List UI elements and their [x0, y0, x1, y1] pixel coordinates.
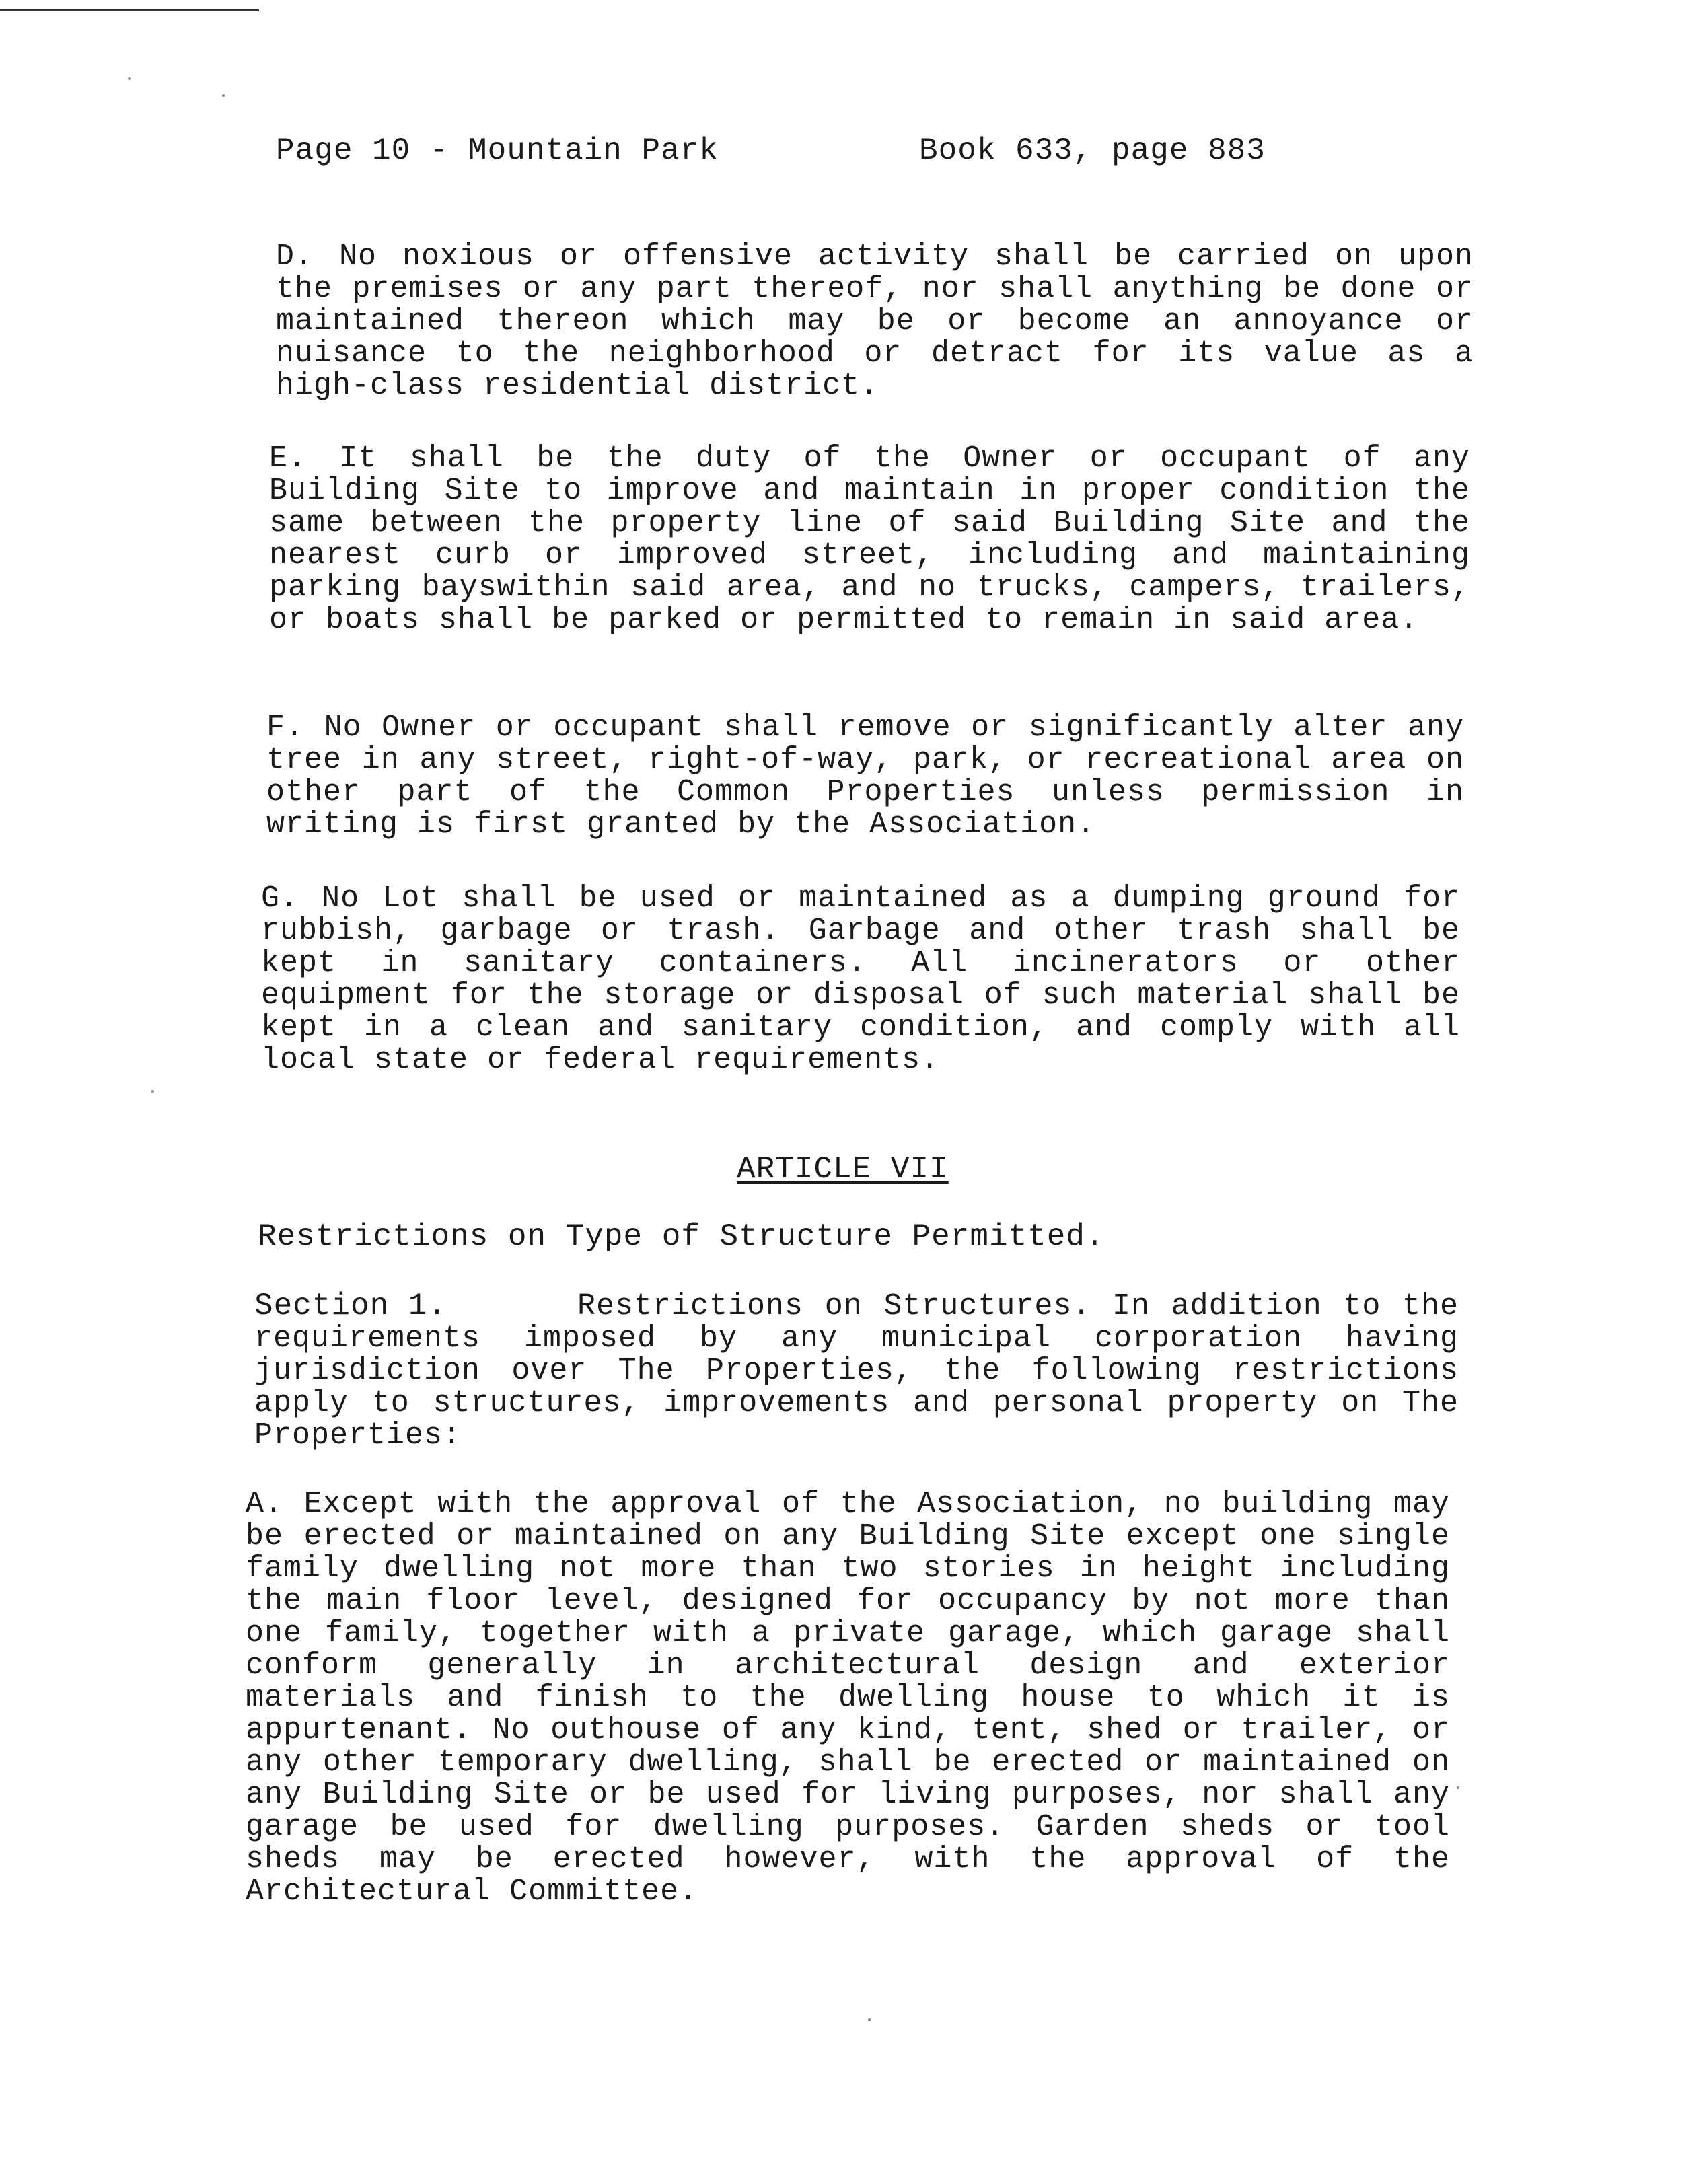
article-subtitle: Restrictions on Type of Structure Permitted. — [258, 1219, 1105, 1254]
section-1-text: Restrictions on Structures. In addition to the requirements imposed by any municipal corporation having jurisdiction over The Properties, the following restrictions apply to structures, improvements and personal property on The Properties: — [254, 1289, 1459, 1453]
article-title: ARTICLE VII — [737, 1152, 949, 1187]
paragraph-f: F. No Owner or occupant shall remove or significantly alter any tree in any street, right-of-way, park, or recreational area on other part of the Common Properties unless permission in writing is first granted by the Association. — [266, 711, 1464, 842]
scan-speck — [151, 1090, 154, 1093]
page-header-right: Book 633, page 883 — [919, 133, 1266, 168]
paragraph-g: G. No Lot shall be used or maintained as a dumping ground for rubbish, garbage or trash. Garbage and other trash shall be kept in sanitary containers. All incinerators or other equipment for the storage or disposal of such material shall be kept in a clean and sanitary condition, and comply with all local state or federal requirements. — [261, 881, 1460, 1077]
paragraph-d: D. No noxious or offensive activity shall be carried on upon the premises or any part thereof, nor shall anything be done or maintained thereon which may be or become an annoyance or nuisance to the neighborhood or detract for its value as a high-class residential district. — [276, 240, 1474, 403]
paragraph-e: E. It shall be the duty of the Owner or occupant of any Building Site to improve and maintain in proper condition the same between the property line of said Building Site and the nearest curb or improved street, including and maintaining parking bayswithin said area, and no trucks, campers, trailers, or boats shall be parked or permitted to remain in said area. — [269, 441, 1470, 637]
section-label: Section 1. — [254, 1288, 447, 1323]
scan-speck — [128, 77, 131, 80]
scan-speck — [868, 2018, 871, 2021]
scan-speck — [1457, 1786, 1459, 1789]
scan-edge-rule — [0, 9, 259, 11]
page-header-left: Page 10 - Mountain Park — [276, 133, 719, 168]
scan-speck — [222, 94, 225, 97]
item-a-paragraph: A. Except with the approval of the Association, no building may be erected or maintained on any Building Site except one single family dwelling not more than two stories in height including the main floor level, designed for occupancy by not more than one family, together with a private garage, which garage shall conform generally in architectural design and exterior materials and finish to the dwelling house to which it is appurtenant. No outhouse of any kind, tent, shed or trailer, or any other temporary dwelling, shall be erected or maintained on any Building Site or be used for living purposes, nor shall any garage be used for dwelling purposes. Garden sheds or tool sheds may be erected however, with the approval of the Architectural Committee. — [246, 1487, 1450, 1909]
